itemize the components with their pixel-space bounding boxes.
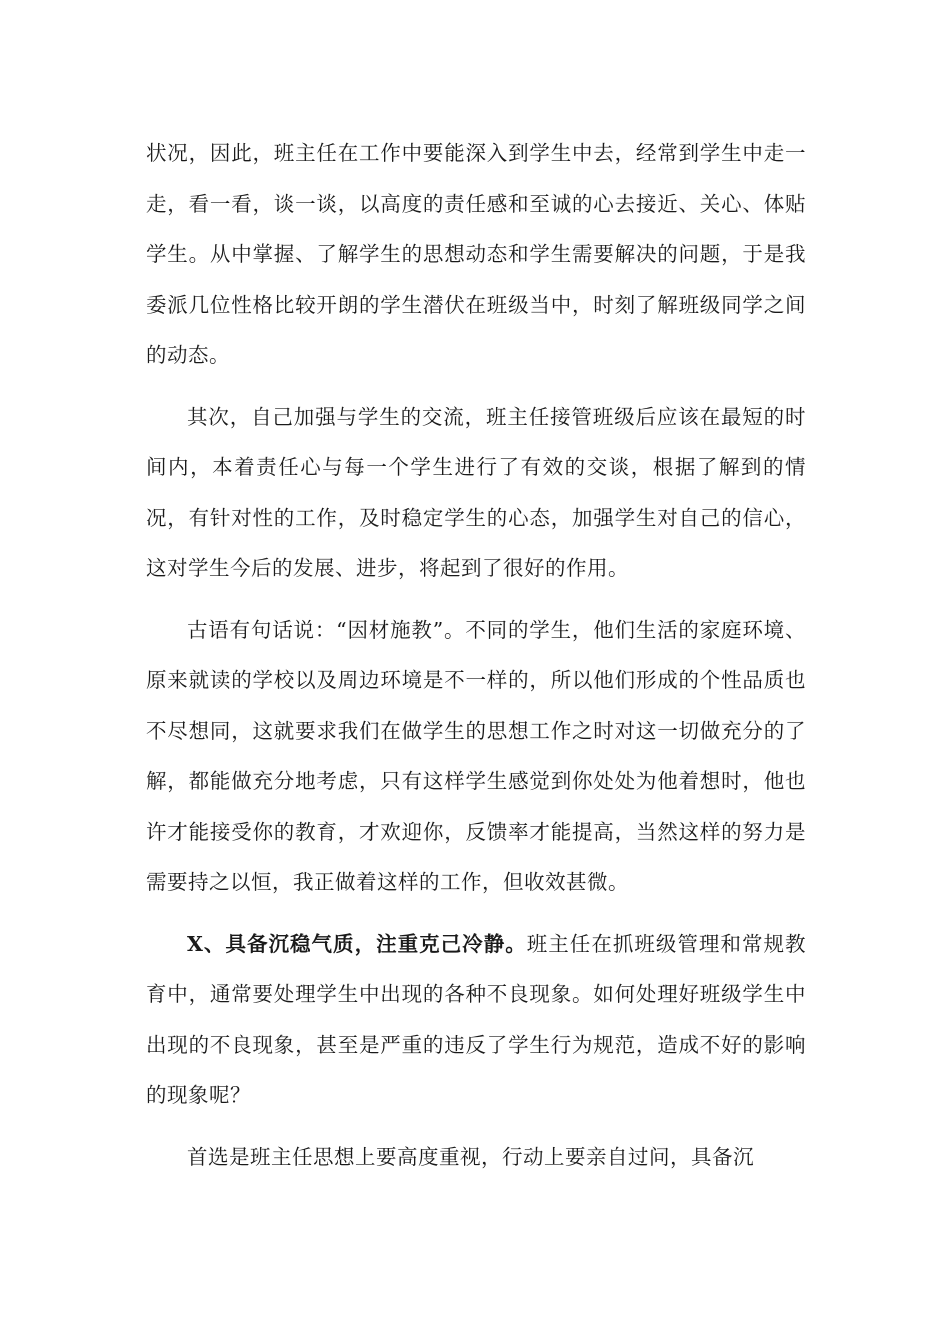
paragraph-1 xyxy=(146,128,806,381)
paragraph-4-text: 班主任在抓班级管理和常规教育中，通常要处理学生中出现的各种不良现象。如何处理好班级学生中出现的不良现象，甚至是严重的违反了学生行为规范，造成不好的影响的现象呢？ xyxy=(146,931,807,1107)
document-body xyxy=(146,128,806,1193)
paragraph-3 xyxy=(146,605,806,908)
section-heading: X、具备沉稳气质，注重克己冷静。 xyxy=(187,931,527,956)
paragraph-5 xyxy=(146,1132,806,1183)
paragraph-1-text: 状况，因此，班主任在工作中要能深入到学生中去，经常到学生中走一走，看一看，谈一谈，以高度的责任感和至诚的心去接近、关心、体贴学生。从中掌握、了解学生的思想动态和学生需要解决的问题，于是我委派几位性格比较开朗的学生潜伏在班级当中，时刻了解班级同学之间的动态。 xyxy=(146,141,806,367)
paragraph-5-text: 首选是班主任思想上要高度重视，行动上要亲自过问，具备沉 xyxy=(187,1144,754,1169)
paragraph-4 xyxy=(146,919,806,1121)
paragraph-2-text: 其次，自己加强与学生的交流，班主任接管班级后应该在最短的时间内，本着责任心与每一个学生进行了有效的交谈，根据了解到的情况，有针对性的工作，及时稳定学生的心态，加强学生对自己的信心，这对学生今后的发展、进步，将起到了很好的作用。 xyxy=(146,404,806,580)
paragraph-3-text: 古语有句话说：“因材施教”。不同的学生，他们生活的家庭环境、原来就读的学校以及周边环境是不一样的，所以他们形成的个性品质也不尽想同，这就要求我们在做学生的思想工作之时对这一切做充分的了解，都能做充分地考虑，只有这样学生感觉到你处处为他着想时，他也许才能接受你的教育，才欢迎你，反馈率才能提高，当然这样的努力是需要持之以恒，我正做着这样的工作，但收效甚微。 xyxy=(146,617,806,894)
paragraph-2 xyxy=(146,392,806,594)
